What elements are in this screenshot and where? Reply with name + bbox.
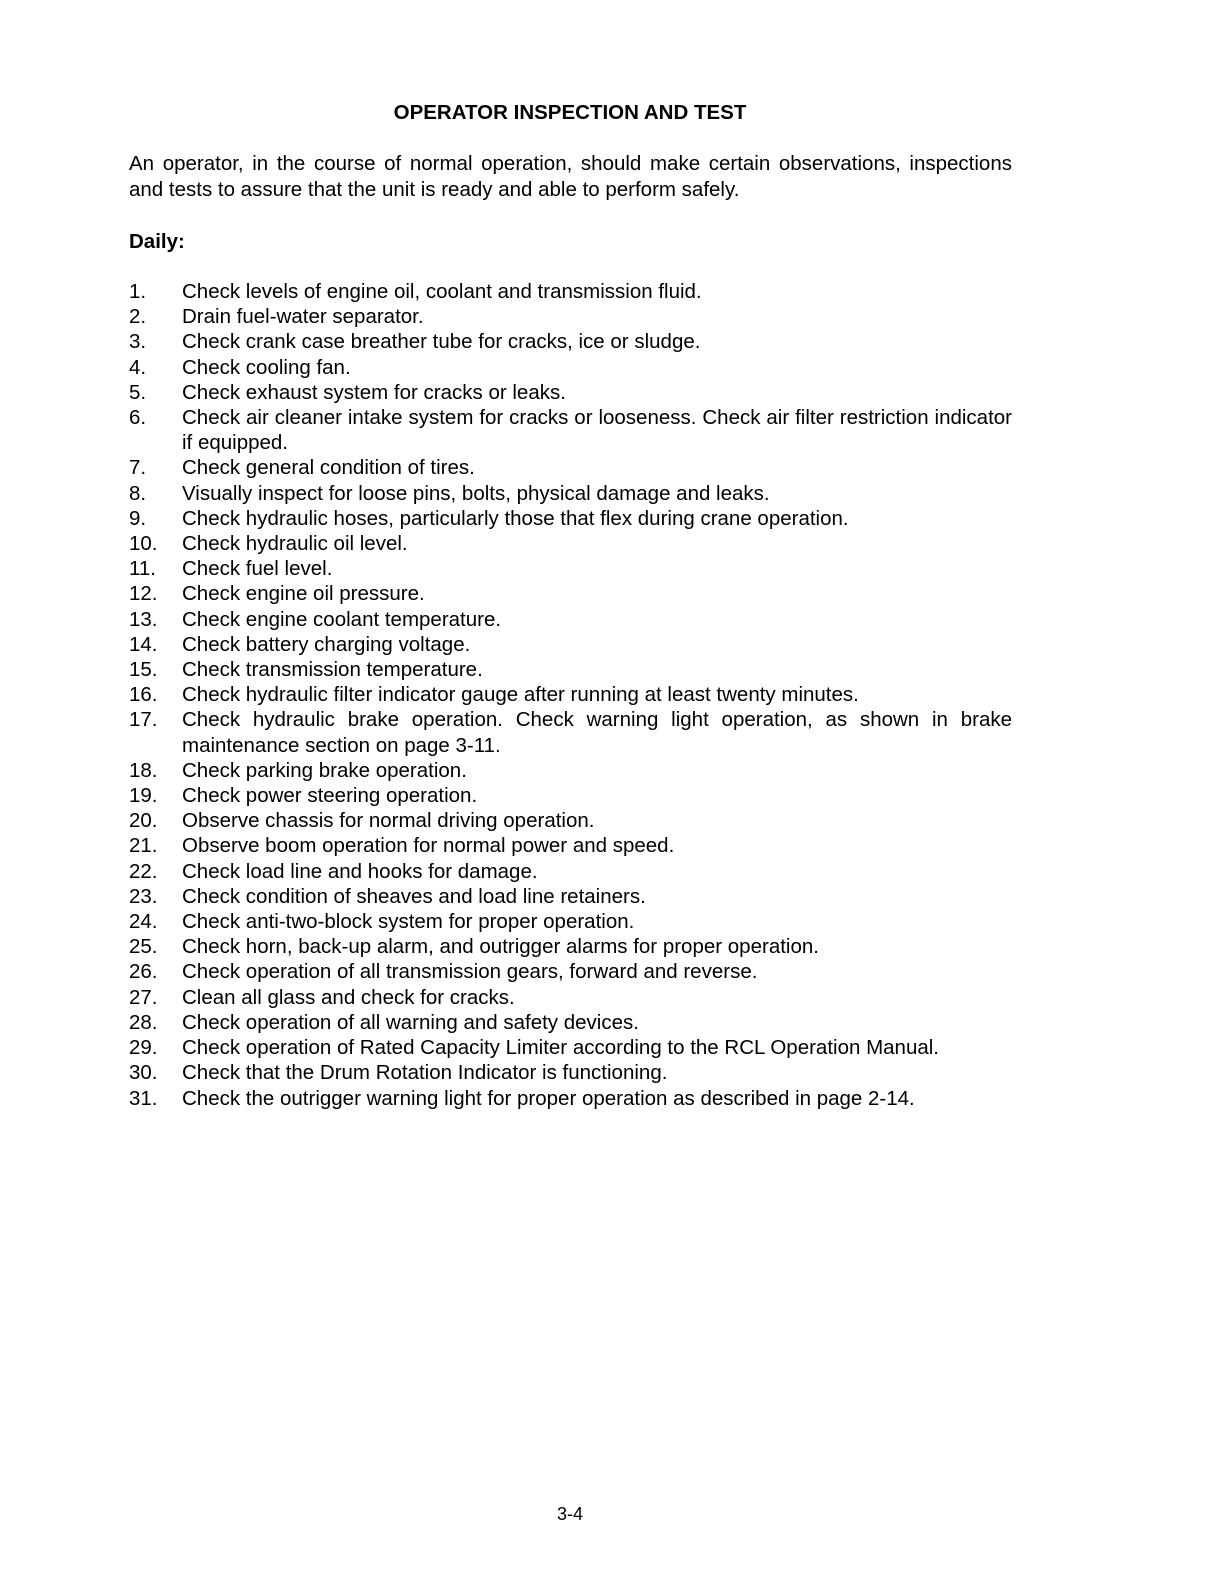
list-item-number: 13. [129, 607, 158, 631]
list-item-number: 5. [129, 380, 147, 404]
list-item-text: Check horn, back-up alarm, and outrigger alarms for proper operation. [182, 935, 819, 959]
daily-checklist [129, 279, 1012, 1111]
page-title: OPERATOR INSPECTION AND TEST [393, 101, 747, 124]
list-item [129, 934, 1012, 959]
list-item-number: 17. [129, 708, 158, 732]
list-item [129, 455, 1012, 480]
list-item [129, 581, 1012, 606]
list-item [129, 1010, 1012, 1035]
list-item-number: 19. [129, 784, 158, 808]
list-item-number: 22. [129, 859, 158, 883]
list-item-text: Check hydraulic filter indicator gauge after running at least twenty minutes. [182, 683, 859, 707]
list-item [129, 758, 1012, 783]
list-item-text: Check the outrigger warning light for proper operation as described in page 2-14. [182, 1086, 915, 1110]
list-item-text: Check cooling fan. [182, 355, 351, 379]
list-item [129, 808, 1012, 833]
page-number: 3-4 [556, 1504, 583, 1524]
list-item [129, 405, 1012, 455]
list-item [129, 783, 1012, 808]
list-item [129, 632, 1012, 657]
list-item-number: 31. [129, 1086, 158, 1110]
list-item-text: Check parking brake operation. [182, 758, 467, 782]
list-item [129, 959, 1012, 984]
list-item-number: 8. [129, 481, 147, 505]
list-item [129, 833, 1012, 858]
list-item [129, 657, 1012, 682]
list-item-text: Check crank case breather tube for cracks, ice or sludge. [182, 330, 701, 354]
list-item [129, 304, 1012, 329]
list-item [129, 380, 1012, 405]
list-item-number: 3. [129, 330, 147, 354]
list-item-text: Observe boom operation for normal power and speed. [182, 834, 675, 858]
list-item-text: Check operation of all warning and safety devices. [182, 1010, 639, 1034]
list-item-number: 12. [129, 582, 158, 606]
list-item [129, 556, 1012, 581]
list-item-text: Check hydraulic hoses, particularly those that flex during crane operation. [182, 506, 849, 530]
list-item-number: 10. [129, 532, 158, 556]
list-item [129, 707, 1012, 757]
list-item [129, 859, 1012, 884]
list-item-text: Check general condition of tires. [182, 456, 475, 480]
list-item-text: Check hydraulic oil level. [182, 532, 408, 556]
list-item-number: 23. [129, 884, 158, 908]
list-item [129, 329, 1012, 354]
list-item-number: 27. [129, 985, 158, 1009]
list-item-number: 9. [129, 506, 147, 530]
list-item-text: Check air cleaner intake system for cracks or looseness. Check air filter restriction indicator if equipped. [182, 406, 1012, 455]
list-item-text: Drain fuel-water separator. [182, 305, 424, 329]
list-item-text: Visually inspect for loose pins, bolts, physical damage and leaks. [182, 481, 770, 505]
list-item-number: 2. [129, 305, 147, 329]
list-item [129, 531, 1012, 556]
list-item-text: Check power steering operation. [182, 784, 478, 808]
list-item [129, 355, 1012, 380]
intro-paragraph: An operator, in the course of normal operation, should make certain observations, inspections and tests to assure that the unit is ready and able to perform safely. [129, 152, 1012, 201]
list-item-number: 4. [129, 355, 147, 379]
list-item-number: 28. [129, 1010, 158, 1034]
list-item-number: 14. [129, 632, 158, 656]
list-item-text: Check battery charging voltage. [182, 632, 471, 656]
list-item-number: 21. [129, 834, 158, 858]
list-item-number: 24. [129, 910, 158, 934]
list-item [129, 1060, 1012, 1085]
list-item-number: 6. [129, 406, 147, 430]
list-item-text: Check anti-two-block system for proper operation. [182, 910, 635, 934]
list-item-text: Check fuel level. [182, 557, 333, 581]
list-item [129, 985, 1012, 1010]
list-item-number: 25. [129, 935, 158, 959]
list-item-text: Observe chassis for normal driving operation. [182, 809, 595, 833]
list-item [129, 506, 1012, 531]
list-item [129, 481, 1012, 506]
list-item-text: Check exhaust system for cracks or leaks. [182, 380, 566, 404]
list-item-number: 30. [129, 1061, 158, 1085]
list-item-text: Check that the Drum Rotation Indicator is functioning. [182, 1061, 668, 1085]
list-item [129, 1086, 1012, 1111]
list-item-number: 26. [129, 960, 158, 984]
list-item-number: 1. [129, 280, 147, 303]
list-item-number: 18. [129, 758, 158, 782]
list-item-number: 20. [129, 809, 158, 833]
list-item-text: Check engine oil pressure. [182, 582, 425, 606]
list-item-number: 29. [129, 1036, 158, 1060]
list-item [129, 607, 1012, 632]
list-item-text: Check load line and hooks for damage. [182, 859, 538, 883]
list-item-number: 15. [129, 658, 158, 682]
list-item-text: Check operation of Rated Capacity Limiter according to the RCL Operation Manual. [182, 1036, 939, 1060]
list-item-text: Check engine coolant temperature. [182, 607, 502, 631]
list-item-text: Check levels of engine oil, coolant and transmission fluid. [182, 280, 702, 303]
list-item-text: Check transmission temperature. [182, 658, 483, 682]
list-item-number: 16. [129, 683, 158, 707]
list-item-text: Check condition of sheaves and load line retainers. [182, 884, 646, 908]
list-item-text: Check operation of all transmission gears, forward and reverse. [182, 960, 758, 984]
section-heading-daily: Daily: [129, 230, 185, 253]
list-item-number: 7. [129, 456, 147, 480]
list-item-number: 11. [129, 557, 156, 581]
list-item [129, 279, 1012, 304]
list-item-text: Clean all glass and check for cracks. [182, 985, 515, 1009]
list-item [129, 1035, 1012, 1060]
list-item [129, 884, 1012, 909]
list-item-text: Check hydraulic brake operation. Check warning light operation, as shown in brake maintenance section on page 3-11. [182, 708, 1012, 757]
list-item [129, 909, 1012, 934]
list-item [129, 682, 1012, 707]
